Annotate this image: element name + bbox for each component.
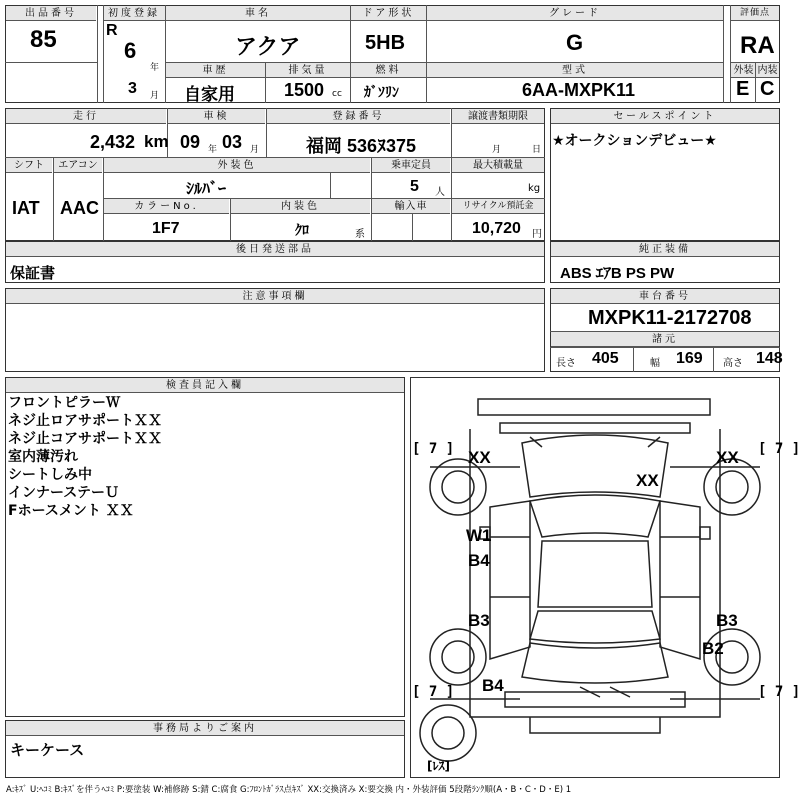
ext-grade: E: [736, 78, 750, 100]
int-label: 内装: [757, 65, 778, 76]
tire-rl: [ 7 ]: [412, 684, 455, 700]
inspection-year: 09: [180, 132, 201, 152]
sales-point-label: セールスポイント: [551, 109, 779, 124]
lot-label: 出品番号: [6, 6, 96, 21]
width: 169: [676, 350, 703, 367]
fuel: ｶﾞｿﾘﾝ: [364, 85, 399, 101]
spare-tire: [ﾚｽ]: [427, 759, 450, 773]
grade-label: グレード: [427, 6, 723, 21]
damage-mark: B2: [702, 639, 724, 658]
recycle-fee: 10,720: [472, 220, 521, 237]
reg-month: 3: [128, 80, 137, 97]
damage-mark: B4: [468, 551, 490, 570]
exterior-color: ｼﾙﾊﾞｰ: [186, 179, 227, 198]
damage-mark: XX: [716, 448, 739, 467]
door-label: ドア形状: [351, 6, 426, 21]
damage-mark: B3: [468, 611, 490, 630]
mileage: 2,432: [90, 132, 136, 152]
score-label: 評価点: [731, 6, 779, 21]
inspector-line: シートしみ中: [8, 467, 92, 483]
damage-mark: W1: [466, 526, 492, 545]
history-label: 車歴: [166, 63, 265, 78]
equipment-text: ABS ｴｱB PS PW: [560, 265, 675, 282]
inspection-month: 03: [222, 132, 243, 152]
score: RA: [740, 32, 775, 59]
sales-point-box: [550, 108, 780, 241]
color-number: 1F7: [152, 220, 180, 237]
chassis-number: MXPK11-2172708: [588, 307, 752, 329]
damage-mark: XX: [468, 448, 491, 467]
length: 405: [592, 350, 619, 367]
office-text: キーケース: [10, 741, 85, 759]
reg-era: R: [106, 22, 118, 39]
inspector-line: インナーステーＵ: [8, 485, 120, 501]
model-code: 6AA-MXPK11: [522, 80, 636, 100]
door-type: 5HB: [365, 32, 406, 54]
lot-number: 85: [30, 26, 57, 53]
inspector-line: ネジ止コアサポートＸＸ: [8, 431, 162, 447]
model-label: 型式: [427, 63, 723, 78]
vehicle-info-box: [5, 108, 545, 241]
inspector-line: 室内薄汚れ: [8, 449, 78, 465]
disp-label: 排気量: [266, 63, 350, 78]
displacement: 1500: [284, 80, 325, 100]
shift: IAT: [12, 198, 40, 218]
plate-number: 福岡 536ﾇ375: [306, 136, 417, 156]
grade: G: [566, 30, 584, 55]
car-name: アクア: [235, 34, 301, 59]
name-label: 車名: [166, 6, 350, 21]
damage-mark: B3: [716, 611, 738, 630]
ext-label: 外装: [731, 63, 756, 78]
later-parts-text: 保証書: [10, 264, 56, 282]
inspector-line: ネジ止ロアサポートＸＸ: [8, 413, 162, 429]
damage-mark: XX: [636, 471, 659, 490]
reg-year: 6: [124, 38, 137, 63]
interior-color: ｸﾛ: [295, 223, 309, 239]
tire-fl: [ 7 ]: [412, 441, 455, 457]
inspector-line: フロントピラーＷ: [8, 395, 120, 411]
legend: A:ｷｽﾞ U:ﾍｺﾐ B:ｷｽﾞを伴うﾍｺﾐ P:要塗装 W:補修跡 S:錆 C:腐食 G:ﾌﾛﾝﾄｶﾞﾗｽ点ｷｽﾞ XX:交換済み X:要交換 内・外装評価 5段階ﾗﾝｸ順(A・B・C・D・E) 1: [6, 785, 572, 795]
car-diagram: [410, 377, 780, 778]
sales-point-text: ★オークションデビュー★: [552, 133, 717, 149]
air-conditioner: AAC: [60, 198, 99, 218]
seating-capacity: 5: [410, 178, 419, 195]
fuel-label: 燃料: [351, 63, 426, 78]
inspector-line: Fホースメント ＸＸ: [8, 503, 134, 519]
reg-label: 初度登録: [103, 6, 165, 21]
int-grade: C: [760, 78, 775, 100]
history: 自家用: [184, 85, 235, 105]
tire-rr: [ 7 ]: [758, 684, 800, 700]
height: 148: [756, 350, 783, 367]
damage-mark: B4: [482, 676, 504, 695]
tire-fr: [ 7 ]: [758, 441, 800, 457]
